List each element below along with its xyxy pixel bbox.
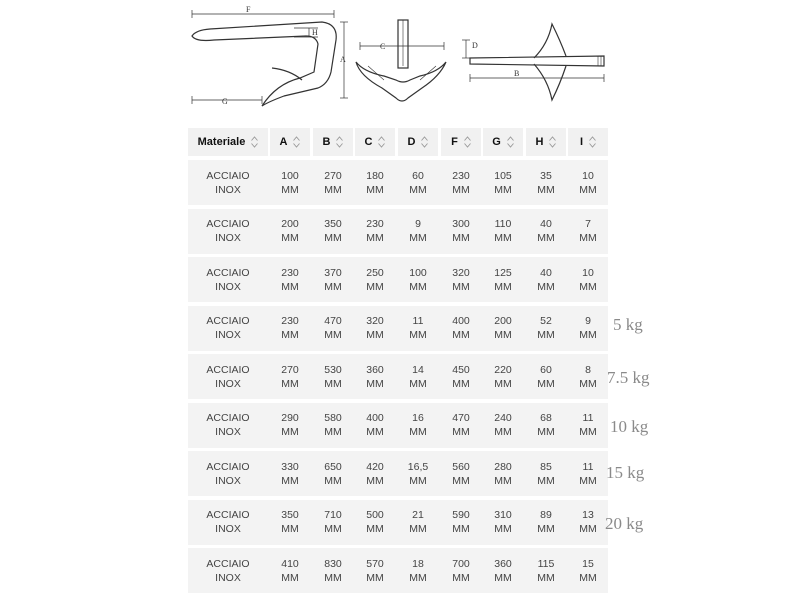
- cell-text: 85: [540, 460, 552, 473]
- cell-text: MM: [366, 280, 384, 293]
- cell-text: MM: [409, 523, 427, 535]
- cell-text: MM: [366, 474, 384, 487]
- material-text: ACCIAIO: [206, 315, 250, 327]
- cell-text: MM: [494, 426, 512, 438]
- material-text: INOX: [215, 232, 241, 244]
- cell-text: 125: [494, 266, 512, 279]
- cell-text: 360: [366, 363, 384, 376]
- cell-text: 470: [324, 315, 342, 327]
- dimension-cell: [270, 257, 310, 302]
- dimension-cell: [483, 403, 523, 448]
- dimension-cell: [270, 306, 310, 351]
- cell-text: MM: [366, 426, 384, 438]
- dimension-cell: [270, 548, 310, 593]
- dimension-cell: [398, 257, 438, 302]
- cell-text: MM: [537, 523, 555, 535]
- dimension-cell: [398, 209, 438, 254]
- dimension-cell: [526, 306, 566, 351]
- cell-text: MM: [324, 280, 342, 293]
- dimension-cell: [568, 548, 608, 593]
- cell-text: MM: [579, 474, 597, 487]
- dimension-cell: [526, 403, 566, 448]
- cell-text: 410: [281, 557, 299, 570]
- cell-text: 350: [281, 509, 299, 521]
- cell-text: MM: [579, 183, 597, 196]
- cell-text: 310: [494, 509, 512, 521]
- cell-text: MM: [494, 183, 512, 196]
- weight-label: 15 kg: [606, 463, 645, 482]
- dimension-cell: [398, 306, 438, 351]
- col-header-label: B: [322, 136, 331, 148]
- cell-text: MM: [281, 474, 299, 487]
- dimension-cell: [313, 306, 353, 351]
- sort-icon: [378, 136, 385, 148]
- material-text: INOX: [215, 183, 241, 196]
- cell-text: MM: [494, 232, 512, 244]
- cell-text: MM: [537, 474, 555, 487]
- cell-text: 7: [585, 218, 591, 230]
- table-row: [188, 257, 608, 302]
- cell-text: 350: [324, 218, 342, 230]
- col-header-i[interactable]: [568, 128, 608, 156]
- cell-text: MM: [494, 377, 512, 390]
- sort-icon: [293, 136, 300, 148]
- dimension-cell: [355, 548, 395, 593]
- cell-text: MM: [409, 183, 427, 196]
- cell-text: MM: [281, 571, 299, 584]
- cell-text: 60: [412, 169, 424, 182]
- dimension-cell: [355, 306, 395, 351]
- dimension-cell: [568, 257, 608, 302]
- dimension-cell: [526, 451, 566, 496]
- cell-text: 9: [585, 315, 591, 327]
- material-text: ACCIAIO: [206, 363, 250, 376]
- dimension-cell: [398, 500, 438, 545]
- cell-text: 590: [452, 509, 470, 521]
- dimension-cell: [398, 548, 438, 593]
- cell-text: MM: [537, 426, 555, 438]
- cell-text: 580: [324, 412, 342, 424]
- weight-label: 5 kg: [613, 315, 643, 334]
- dimension-cell: [526, 209, 566, 254]
- cell-text: MM: [409, 474, 427, 487]
- dimension-cell: [270, 451, 310, 496]
- sort-icon: [507, 136, 514, 148]
- cell-text: MM: [281, 183, 299, 196]
- material-text: ACCIAIO: [206, 557, 250, 570]
- cell-text: MM: [579, 280, 597, 293]
- cell-text: 530: [324, 363, 342, 376]
- sort-icon: [251, 136, 258, 148]
- cell-text: MM: [324, 571, 342, 584]
- label-h: H: [312, 28, 318, 37]
- cell-text: 280: [494, 460, 512, 473]
- table-row: [188, 403, 608, 448]
- dimension-cell: [270, 160, 310, 205]
- cell-text: 10: [582, 169, 594, 182]
- anchor-front-view: [356, 20, 446, 101]
- material-text: INOX: [215, 474, 241, 487]
- cell-text: MM: [281, 426, 299, 438]
- cell-text: 270: [324, 169, 342, 182]
- cell-text: MM: [579, 571, 597, 584]
- dimension-cell: [398, 403, 438, 448]
- table-row: [188, 500, 608, 545]
- table-row: [188, 548, 608, 593]
- dimension-cell: [441, 209, 481, 254]
- cell-text: 200: [494, 315, 512, 327]
- cell-text: MM: [494, 329, 512, 341]
- cell-text: MM: [324, 329, 342, 341]
- cell-text: MM: [579, 329, 597, 341]
- dimension-cell: [313, 451, 353, 496]
- dimension-cell: [313, 403, 353, 448]
- dimension-cell: [568, 160, 608, 205]
- dimension-cell: [441, 548, 481, 593]
- cell-text: MM: [366, 329, 384, 341]
- dimension-cell: [355, 451, 395, 496]
- cell-text: 650: [324, 460, 342, 473]
- sort-icon: [336, 136, 343, 148]
- dimension-cell: [568, 354, 608, 399]
- cell-text: 560: [452, 460, 470, 473]
- cell-text: 470: [452, 412, 470, 424]
- cell-text: MM: [579, 523, 597, 535]
- table-row: [188, 306, 608, 351]
- dimension-cell: [270, 209, 310, 254]
- col-header-g[interactable]: [483, 128, 523, 156]
- cell-text: 52: [540, 315, 552, 327]
- cell-text: MM: [324, 426, 342, 438]
- dimension-cell: [313, 160, 353, 205]
- material-text: ACCIAIO: [206, 169, 250, 182]
- cell-text: MM: [409, 232, 427, 244]
- cell-text: 21: [412, 509, 424, 521]
- cell-text: MM: [452, 571, 470, 584]
- cell-text: MM: [452, 523, 470, 535]
- dimension-cell: [355, 209, 395, 254]
- cell-text: MM: [409, 329, 427, 341]
- cell-text: MM: [452, 426, 470, 438]
- cell-text: 220: [494, 363, 512, 376]
- cell-text: 40: [540, 218, 552, 230]
- dimension-cell: [526, 160, 566, 205]
- cell-text: 230: [281, 266, 299, 279]
- cell-text: MM: [366, 571, 384, 584]
- cell-text: 14: [412, 363, 424, 376]
- material-text: INOX: [215, 523, 241, 535]
- cell-text: 400: [366, 412, 384, 424]
- material-cell: [188, 403, 268, 448]
- cell-text: 710: [324, 509, 342, 521]
- cell-text: 230: [452, 169, 470, 182]
- label-a: A: [340, 55, 346, 64]
- material-text: INOX: [215, 426, 241, 438]
- dimension-cell: [483, 451, 523, 496]
- cell-text: 8: [585, 363, 591, 376]
- dimension-cell: [398, 354, 438, 399]
- material-cell: [188, 500, 268, 545]
- label-b: B: [514, 69, 520, 78]
- col-header-a[interactable]: [270, 128, 310, 156]
- cell-text: MM: [452, 232, 470, 244]
- cell-text: MM: [281, 523, 299, 535]
- dimension-cell: [568, 306, 608, 351]
- cell-text: MM: [537, 377, 555, 390]
- cell-text: 110: [494, 218, 512, 230]
- cell-text: MM: [409, 426, 427, 438]
- cell-text: 100: [409, 266, 427, 279]
- dimension-cell: [355, 160, 395, 205]
- cell-text: MM: [366, 377, 384, 390]
- dimension-cell: [483, 500, 523, 545]
- dimension-cell: [441, 451, 481, 496]
- cell-text: 16,5: [407, 460, 429, 473]
- table-row: [188, 451, 608, 496]
- col-header-b[interactable]: [313, 128, 353, 156]
- cell-text: 18: [412, 557, 424, 570]
- cell-text: 11: [412, 315, 424, 327]
- anchor-top-view: [470, 24, 604, 100]
- col-header-label: I: [579, 136, 584, 148]
- dimension-cell: [568, 209, 608, 254]
- cell-text: 320: [452, 266, 470, 279]
- cell-text: MM: [579, 232, 597, 244]
- cell-text: MM: [537, 329, 555, 341]
- cell-text: 360: [494, 557, 512, 570]
- cell-text: 270: [281, 363, 299, 376]
- dimension-cell: [441, 257, 481, 302]
- cell-text: MM: [324, 523, 342, 535]
- sort-icon: [589, 136, 596, 148]
- cell-text: 830: [324, 557, 342, 570]
- dimension-cell: [313, 354, 353, 399]
- dimension-cell: [313, 500, 353, 545]
- col-header-label: F: [451, 136, 458, 148]
- dimension-cell: [483, 160, 523, 205]
- material-cell: [188, 306, 268, 351]
- cell-text: 115: [537, 557, 555, 570]
- material-text: INOX: [215, 329, 241, 341]
- label-g: G: [222, 97, 228, 106]
- cell-text: 180: [366, 169, 384, 182]
- dimension-cell: [270, 500, 310, 545]
- cell-text: MM: [281, 280, 299, 293]
- cell-text: 40: [540, 266, 552, 279]
- material-text: ACCIAIO: [206, 218, 250, 230]
- dimension-cell: [526, 354, 566, 399]
- cell-text: MM: [494, 571, 512, 584]
- cell-text: 420: [366, 460, 384, 473]
- dimension-cell: [483, 257, 523, 302]
- dimension-cell: [441, 306, 481, 351]
- col-header-f[interactable]: [441, 128, 481, 156]
- cell-text: 370: [324, 266, 342, 279]
- weight-label: 20 kg: [605, 514, 644, 533]
- material-text: ACCIAIO: [206, 460, 250, 473]
- dimension-cell: [483, 354, 523, 399]
- cell-text: 13: [582, 509, 594, 521]
- material-cell: [188, 160, 268, 205]
- cell-text: MM: [537, 183, 555, 196]
- dimension-cell: [526, 548, 566, 593]
- dimension-cell: [355, 500, 395, 545]
- material-text: ACCIAIO: [206, 509, 250, 521]
- cell-text: MM: [366, 232, 384, 244]
- dimension-cell: [313, 257, 353, 302]
- dimension-cell: [441, 160, 481, 205]
- col-header-label: G: [492, 136, 501, 148]
- cell-text: MM: [366, 523, 384, 535]
- dimension-cell: [313, 209, 353, 254]
- dimension-cell: [441, 354, 481, 399]
- cell-text: MM: [494, 523, 512, 535]
- label-f: F: [246, 5, 251, 14]
- material-cell: [188, 354, 268, 399]
- col-header-materiale[interactable]: [188, 128, 268, 156]
- dimension-cell: [568, 500, 608, 545]
- cell-text: MM: [324, 377, 342, 390]
- sort-icon: [549, 136, 556, 148]
- cell-text: MM: [281, 329, 299, 341]
- cell-text: MM: [537, 232, 555, 244]
- table-row: [188, 354, 608, 399]
- dimension-cell: [355, 354, 395, 399]
- weight-label: 10 kg: [610, 417, 649, 436]
- cell-text: 300: [452, 218, 470, 230]
- dimension-cell: [483, 306, 523, 351]
- col-header-h[interactable]: [526, 128, 566, 156]
- cell-text: 11: [582, 412, 594, 424]
- cell-text: 230: [281, 315, 299, 327]
- cell-text: 330: [281, 460, 299, 473]
- label-c: C: [380, 42, 386, 51]
- col-header-c[interactable]: [355, 128, 395, 156]
- cell-text: MM: [281, 377, 299, 390]
- material-cell: [188, 257, 268, 302]
- dimension-cell: [355, 403, 395, 448]
- cell-text: 9: [415, 218, 421, 230]
- cell-text: 105: [494, 169, 512, 182]
- cell-text: MM: [494, 474, 512, 487]
- cell-text: MM: [579, 377, 597, 390]
- dimension-cell: [441, 403, 481, 448]
- cell-text: 89: [540, 509, 552, 521]
- col-header-d[interactable]: [398, 128, 438, 156]
- weight-label: 7.5 kg: [607, 368, 650, 387]
- material-cell: [188, 548, 268, 593]
- dimension-cell: [483, 209, 523, 254]
- col-header-label: A: [279, 136, 288, 148]
- cell-text: MM: [452, 329, 470, 341]
- table-row: [188, 160, 608, 205]
- label-d: D: [472, 41, 478, 50]
- cell-text: 35: [540, 169, 552, 182]
- dimension-cell: [526, 257, 566, 302]
- col-header-label: H: [535, 136, 544, 148]
- sort-icon: [464, 136, 471, 148]
- cell-text: 320: [366, 315, 384, 327]
- dimension-cell: [568, 403, 608, 448]
- cell-text: MM: [409, 280, 427, 293]
- dimension-cell: [270, 403, 310, 448]
- dimension-cell: [483, 548, 523, 593]
- cell-text: 200: [281, 218, 299, 230]
- cell-text: 450: [452, 363, 470, 376]
- material-cell: [188, 451, 268, 496]
- cell-text: MM: [452, 377, 470, 390]
- cell-text: 230: [366, 218, 384, 230]
- material-text: INOX: [215, 571, 241, 584]
- table-row: [188, 209, 608, 254]
- cell-text: MM: [537, 280, 555, 293]
- cell-text: MM: [452, 474, 470, 487]
- cell-text: MM: [324, 183, 342, 196]
- cell-text: 100: [281, 169, 299, 182]
- dimension-cell: [270, 354, 310, 399]
- cell-text: MM: [579, 426, 597, 438]
- material-text: ACCIAIO: [206, 266, 250, 279]
- cell-text: MM: [452, 280, 470, 293]
- material-text: INOX: [215, 280, 241, 293]
- cell-text: MM: [537, 571, 555, 584]
- sort-icon: [421, 136, 428, 148]
- col-header-label: C: [364, 136, 373, 148]
- cell-text: 60: [540, 363, 552, 376]
- dimension-cell: [526, 500, 566, 545]
- dimension-cell: [355, 257, 395, 302]
- dimension-cell: [441, 500, 481, 545]
- cell-text: 250: [366, 266, 384, 279]
- material-cell: [188, 209, 268, 254]
- cell-text: MM: [494, 280, 512, 293]
- anchor-diagrams: [0, 0, 800, 118]
- cell-text: 290: [281, 412, 299, 424]
- cell-text: MM: [452, 183, 470, 196]
- cell-text: 400: [452, 315, 470, 327]
- dimension-cell: [568, 451, 608, 496]
- cell-text: 500: [366, 509, 384, 521]
- cell-text: 700: [452, 557, 470, 570]
- material-text: INOX: [215, 377, 241, 390]
- dimension-cell: [313, 548, 353, 593]
- cell-text: 15: [582, 557, 594, 570]
- cell-text: 570: [366, 557, 384, 570]
- cell-text: 240: [494, 412, 512, 424]
- cell-text: MM: [409, 571, 427, 584]
- dimension-cell: [398, 160, 438, 205]
- dimension-cell: [398, 451, 438, 496]
- cell-text: 68: [540, 412, 552, 424]
- cell-text: MM: [324, 474, 342, 487]
- col-header-label: D: [407, 136, 416, 148]
- material-text: ACCIAIO: [206, 412, 250, 424]
- cell-text: MM: [324, 232, 342, 244]
- cell-text: MM: [366, 183, 384, 196]
- cell-text: 16: [412, 412, 424, 424]
- cell-text: 11: [582, 460, 594, 473]
- cell-text: MM: [409, 377, 427, 390]
- col-header-label: Materiale: [197, 136, 246, 148]
- cell-text: MM: [281, 232, 299, 244]
- cell-text: 10: [582, 266, 594, 279]
